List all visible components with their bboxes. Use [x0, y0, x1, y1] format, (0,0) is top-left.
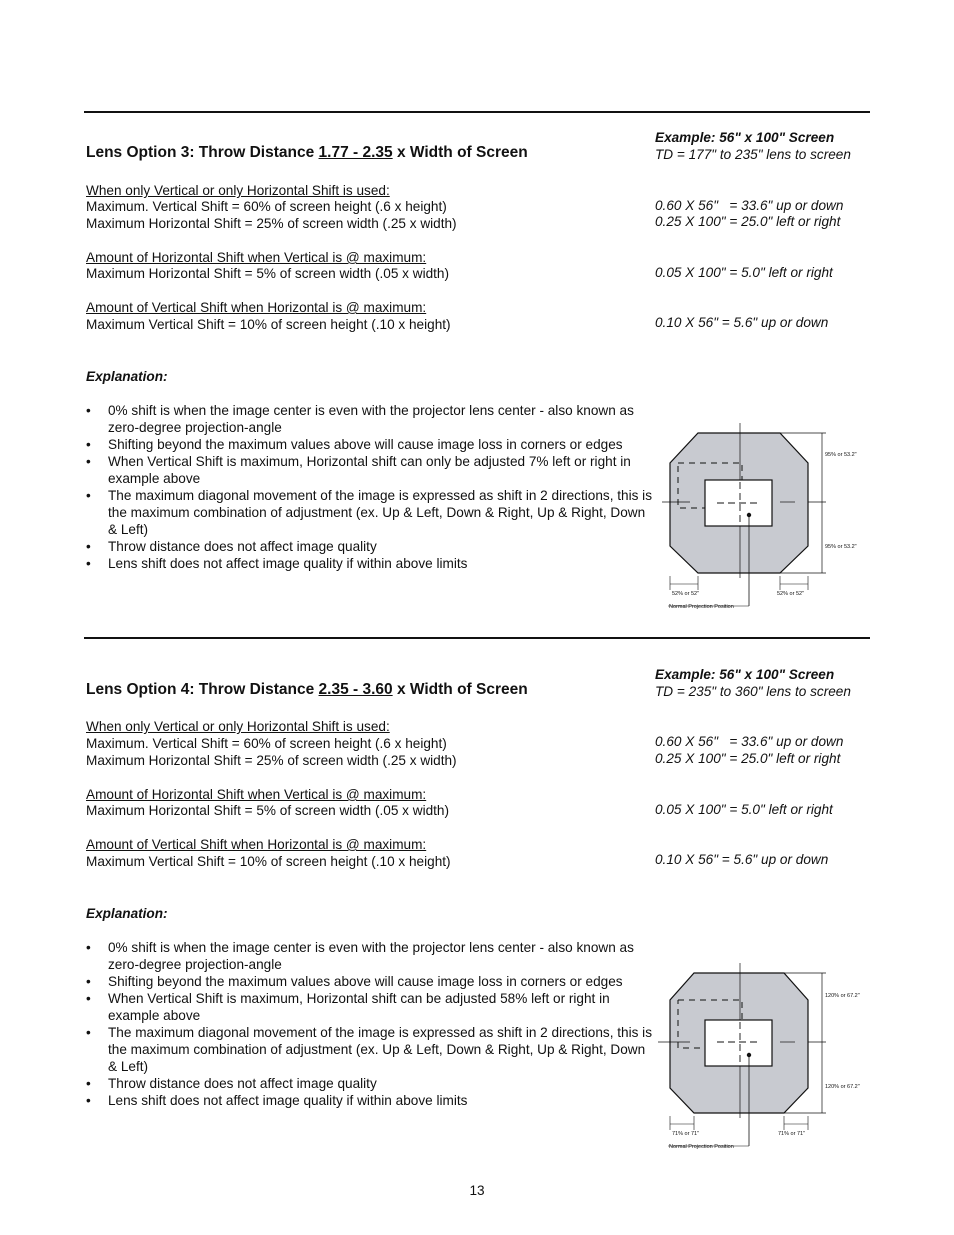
- list-item: • When Vertical Shift is maximum, Horizontal shift can only be adjusted 7% left or right in example above: [86, 453, 656, 487]
- right-shift-label: 52% or 52": [777, 591, 805, 597]
- option4-ex-h-at-max: 0.05 X 100" = 5.0" left or right: [655, 802, 833, 817]
- option4-ex-horizontal: 0.25 X 100" = 25.0" left or right: [655, 751, 841, 766]
- option4-title: [86, 681, 528, 699]
- option4-explanation-heading: Explanation:: [86, 906, 168, 921]
- option3-title-suffix: x Width of Screen: [392, 144, 528, 161]
- option3-amount-h-text: Maximum Horizontal Shift = 5% of screen width (.05 x width): [86, 266, 450, 281]
- option3-ex-v-at-max: 0.10 X 56" = 5.6" up or down: [655, 315, 829, 330]
- normal-image-rect: [705, 1020, 772, 1066]
- option3-amount-v-text: Maximum Vertical Shift = 10% of screen height (.10 x height): [86, 317, 451, 332]
- normal-position-label: Normal Projection Position: [669, 604, 734, 610]
- option4-ex-vertical: 0.60 X 56" = 33.6" up or down: [655, 734, 844, 749]
- option4-amount-h-text: Maximum Horizontal Shift = 5% of screen width (.05 x width): [86, 803, 450, 818]
- option4-example-title: Example: 56" x 100" Screen: [655, 667, 835, 682]
- option4-ex-v-at-max: 0.10 X 56" = 5.6" up or down: [655, 852, 829, 867]
- section-divider-middle: [84, 637, 870, 639]
- option3-title-range: 1.77 - 2.35: [318, 144, 393, 161]
- option3-td: TD = 177" to 235" lens to screen: [655, 147, 851, 162]
- option4-td: TD = 235" to 360" lens to screen: [655, 684, 851, 699]
- list-item: • When Vertical Shift is maximum, Horizontal shift can be adjusted 58% left or right in example above: [86, 990, 656, 1024]
- list-item: • Shifting beyond the maximum values above will cause image loss in corners or edges: [86, 973, 656, 990]
- option3-amount-h-heading: Amount of Horizontal Shift when Vertical is @ maximum:: [86, 250, 427, 265]
- page-number: 13: [469, 1183, 485, 1198]
- top-shift-label: 95% or 53.2": [825, 452, 857, 458]
- list-item: • Throw distance does not affect image quality: [86, 1075, 656, 1092]
- left-shift-label: 52% or 52": [672, 591, 700, 597]
- option3-title-prefix: Lens Option 3: Throw Distance: [86, 144, 319, 161]
- option3-max-vertical: Maximum. Vertical Shift = 60% of screen height (.6 x height): [86, 199, 447, 214]
- option3-shift-diagram: [650, 418, 870, 618]
- option4-shift-diagram: [650, 958, 870, 1158]
- option3-ex-vertical: 0.60 X 56" = 33.6" up or down: [655, 198, 844, 213]
- option3-when-only: When only Vertical or only Horizontal Shift is used:: [86, 183, 390, 198]
- normal-image-rect: [705, 480, 772, 526]
- option4-max-vertical: Maximum. Vertical Shift = 60% of screen height (.6 x height): [86, 736, 447, 751]
- bottom-shift-label: 120% or 67.2": [825, 1084, 860, 1090]
- list-item: • The maximum diagonal movement of the image is expressed as shift in 2 directions, this is the maximum combination of adjustment (ex. Up & Left, Down & Right, Up & Right, Down & Left): [86, 487, 656, 538]
- option3-example-title: Example: 56" x 100" Screen: [655, 130, 835, 145]
- option4-amount-v-text: Maximum Vertical Shift = 10% of screen height (.10 x height): [86, 854, 451, 869]
- option4-max-horizontal: Maximum Horizontal Shift = 25% of screen width (.25 x width): [86, 753, 457, 768]
- list-item: • The maximum diagonal movement of the image is expressed as shift in 2 directions, this is the maximum combination of adjustment (ex. Up & Left, Down & Right, Up & Right, Down & Left): [86, 1024, 656, 1075]
- option3-explanation-heading: Explanation:: [86, 369, 168, 384]
- section-divider-top: [84, 111, 870, 113]
- list-item: • 0% shift is when the image center is even with the projector lens center - also known as zero-degree projection-angle: [86, 939, 656, 973]
- option3-ex-horizontal: 0.25 X 100" = 25.0" left or right: [655, 214, 841, 229]
- list-item: • 0% shift is when the image center is even with the projector lens center - also known as zero-degree projection-angle: [86, 402, 656, 436]
- option4-title-suffix: x Width of Screen: [392, 681, 528, 698]
- list-item: • Lens shift does not affect image quality if within above limits: [86, 555, 656, 572]
- option3-ex-h-at-max: 0.05 X 100" = 5.0" left or right: [655, 265, 833, 280]
- option3-title: [86, 144, 528, 162]
- left-shift-label: 71% or 71": [672, 1131, 700, 1137]
- bottom-shift-label: 95% or 53.2": [825, 544, 857, 550]
- option3-bullet-list: [86, 402, 656, 572]
- top-shift-label: 120% or 67.2": [825, 993, 860, 999]
- option4-when-only: When only Vertical or only Horizontal Shift is used:: [86, 719, 390, 734]
- option4-title-prefix: Lens Option 4: Throw Distance: [86, 681, 319, 698]
- list-item: • Shifting beyond the maximum values above will cause image loss in corners or edges: [86, 436, 656, 453]
- option4-amount-v-heading: Amount of Vertical Shift when Horizontal is @ maximum:: [86, 837, 427, 852]
- normal-position-label: Normal Projection Position: [669, 1144, 734, 1150]
- list-item: • Throw distance does not affect image quality: [86, 538, 656, 555]
- option4-amount-h-heading: Amount of Horizontal Shift when Vertical is @ maximum:: [86, 787, 427, 802]
- option4-bullet-list: [86, 939, 656, 1109]
- option4-title-range: 2.35 - 3.60: [318, 681, 393, 698]
- right-shift-label: 71% or 71": [778, 1131, 806, 1137]
- list-item: • Lens shift does not affect image quality if within above limits: [86, 1092, 656, 1109]
- option3-max-horizontal: Maximum Horizontal Shift = 25% of screen width (.25 x width): [86, 216, 457, 231]
- option3-amount-v-heading: Amount of Vertical Shift when Horizontal is @ maximum:: [86, 300, 427, 315]
